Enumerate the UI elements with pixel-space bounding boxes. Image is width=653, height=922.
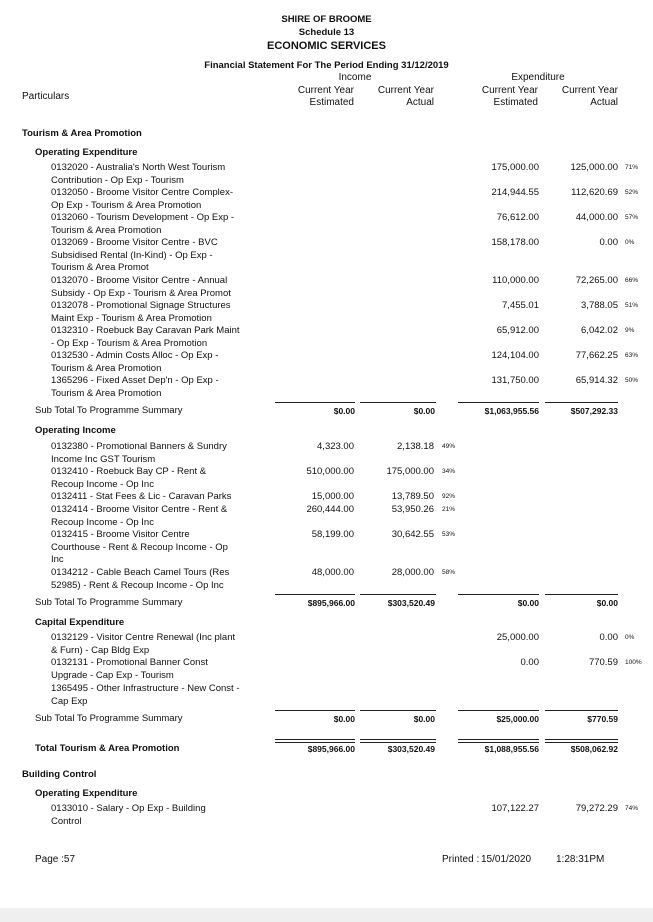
row-description: 0132415 - Broome Visitor Centre Courthouse - Rent & Recoup Income - Op Inc	[51, 529, 228, 565]
total-expenditure-actual: $508,062.92	[570, 744, 618, 754]
row-estimated: 131,750.00	[491, 375, 539, 386]
subtotal-label: Sub Total To Programme Summary	[35, 405, 183, 416]
expenditure-estimated-header: Current Year Estimated	[481, 85, 538, 108]
org-name: SHIRE OF BROOME	[281, 14, 372, 25]
double-rule	[360, 739, 436, 743]
double-rule	[458, 739, 539, 743]
row-estimated: 4,323.00	[317, 441, 354, 452]
subtotal-label: Sub Total To Programme Summary	[35, 713, 183, 724]
row-actual: 13,789.50	[391, 491, 434, 502]
rule	[458, 594, 539, 595]
row-description: 0132410 - Roebuck Bay CP - Rent & Recoup Income - Op Inc	[51, 466, 207, 490]
total-expenditure-estimated: $1,088,955.56	[484, 744, 539, 754]
row-actual: 125,000.00	[570, 162, 618, 173]
row-actual: 53,950.26	[391, 504, 434, 515]
subtotal-expenditure-estimated: $25,000.00	[496, 714, 539, 724]
rule	[360, 594, 436, 595]
subtotal-expenditure-estimated: $0.00	[517, 598, 539, 608]
row-description: 0132530 - Admin Costs Alloc - Op Exp - Tourism & Area Promotion	[51, 350, 219, 374]
subtotal-label: Sub Total To Programme Summary	[35, 597, 183, 608]
schedule-label: Schedule 13	[298, 27, 355, 38]
row-percent: 71%	[625, 164, 639, 171]
row-estimated: 65,912.00	[496, 325, 539, 336]
row-percent: 57%	[625, 214, 639, 221]
row-description: 0132050 - Broome Visitor Centre Complex- Op Exp - Tourism & Area Promotion	[51, 187, 233, 211]
row-actual: 0.00	[599, 632, 618, 643]
row-estimated: 110,000.00	[492, 275, 539, 286]
subtotal-income-actual: $0.00	[413, 714, 435, 724]
row-estimated: 15,000.00	[311, 491, 354, 502]
row-estimated: 158,178.00	[491, 237, 539, 248]
row-estimated: 124,104.00	[491, 350, 539, 361]
row-description: 0132020 - Australia's North West Tourism Contribution - Op Exp - Tourism	[51, 162, 226, 186]
row-actual: 44,000.00	[575, 212, 618, 223]
row-estimated: 7,455.01	[502, 300, 539, 311]
row-actual: 30,642.55	[391, 529, 434, 540]
statement-subtitle: Financial Statement For The Period Ending 31/12/2019	[204, 60, 449, 71]
row-description: 0134212 - Cable Beach Camel Tours (Res 52985) - Rent & Recoup Income - Op Inc	[51, 567, 230, 591]
double-rule	[545, 739, 618, 743]
row-percent: 58%	[442, 569, 456, 576]
row-description: 0132380 - Promotional Banners & Sundry Income Inc GST Tourism	[51, 441, 227, 465]
row-percent: 0%	[625, 634, 635, 641]
printed-label: Printed :	[442, 854, 480, 865]
row-estimated: 107,122.27	[491, 803, 539, 814]
row-description: 1365296 - Fixed Asset Dep'n - Op Exp - Tourism & Area Promotion	[51, 375, 219, 399]
row-percent: 92%	[442, 493, 456, 500]
subtotal-income-actual: $303,520.49	[387, 598, 435, 608]
expenditure-actual-header: Current Year Actual	[561, 85, 618, 108]
page-number: Page :57	[35, 854, 76, 865]
row-percent: 50%	[625, 377, 639, 384]
subtotal-income-actual: $0.00	[413, 406, 435, 416]
rule	[275, 594, 355, 595]
printed-time: 1:28:31PM	[556, 854, 605, 865]
row-description: 1365495 - Other Infrastructure - New Const - Cap Exp	[51, 683, 240, 707]
rule	[545, 594, 618, 595]
row-description: 0132411 - Stat Fees & Lic - Caravan Parks	[51, 491, 232, 502]
row-percent: 51%	[625, 302, 639, 309]
row-estimated: 260,444.00	[306, 504, 354, 515]
subtotal-expenditure-actual: $507,292.33	[570, 406, 618, 416]
subtotal-expenditure-actual: $770.59	[587, 714, 618, 724]
subtotal-expenditure-actual: $0.00	[596, 598, 618, 608]
income-actual-header: Current Year Actual	[377, 85, 434, 108]
row-estimated: 510,000.00	[306, 466, 354, 477]
row-percent: 66%	[625, 277, 639, 284]
total-income-estimated: $895,966.00	[307, 744, 355, 754]
row-estimated: 48,000.00	[311, 567, 354, 578]
rule	[275, 402, 355, 403]
row-description: 0132078 - Promotional Signage Structures Maint Exp - Tourism & Area Promotion	[51, 300, 231, 324]
group-title: Operating Income	[35, 425, 116, 436]
rule	[458, 402, 539, 403]
row-estimated: 0.00	[520, 657, 539, 668]
row-percent: 21%	[442, 506, 456, 513]
rule	[545, 710, 618, 711]
rule	[275, 710, 355, 711]
row-description: 0133010 - Salary - Op Exp - Building Control	[51, 803, 206, 827]
rule	[545, 402, 618, 403]
row-percent: 34%	[442, 468, 456, 475]
row-actual: 175,000.00	[386, 466, 434, 477]
particulars-header: Particulars	[22, 91, 70, 102]
income-group-header: Income	[338, 72, 372, 83]
section-title: Tourism & Area Promotion	[22, 128, 142, 139]
group-title: Operating Expenditure	[35, 147, 138, 158]
group-title: Operating Expenditure	[35, 788, 138, 799]
row-percent: 9%	[625, 327, 635, 334]
row-actual: 770.59	[588, 657, 618, 668]
subtotal-income-estimated: $0.00	[333, 406, 355, 416]
row-estimated: 76,612.00	[496, 212, 539, 223]
row-actual: 79,272.29	[575, 803, 618, 814]
group-title: Capital Expenditure	[35, 617, 125, 628]
row-percent: 63%	[625, 352, 639, 359]
row-description: 0132131 - Promotional Banner Const Upgrade - Cap Exp - Tourism	[51, 657, 208, 681]
printed-date: 15/01/2020	[481, 854, 532, 865]
row-estimated: 175,000.00	[491, 162, 539, 173]
total-label: Total Tourism & Area Promotion	[35, 743, 180, 754]
row-actual: 72,265.00	[575, 275, 618, 286]
row-estimated: 25,000.00	[496, 632, 539, 643]
page-title: ECONOMIC SERVICES	[267, 40, 386, 52]
subtotal-expenditure-estimated: $1,063,955.56	[484, 406, 539, 416]
row-actual: 28,000.00	[391, 567, 434, 578]
row-actual: 2,138.18	[397, 441, 434, 452]
row-percent: 74%	[625, 805, 639, 812]
row-description: 0132070 - Broome Visitor Centre - Annual Subsidy - Op Exp - Tourism & Area Promot	[51, 275, 231, 299]
row-description: 0132129 - Visitor Centre Renewal (Inc plant & Furn) - Cap Bldg Exp	[51, 632, 236, 656]
row-actual: 77,662.25	[575, 350, 618, 361]
expenditure-group-header: Expenditure	[511, 72, 565, 83]
row-description: 0132310 - Roebuck Bay Caravan Park Maint - Op Exp - Tourism & Area Promotion	[51, 325, 240, 349]
row-actual: 6,042.02	[581, 325, 618, 336]
income-estimated-header: Current Year Estimated	[297, 85, 354, 108]
row-estimated: 214,944.55	[491, 187, 539, 198]
row-percent: 53%	[442, 531, 456, 538]
row-actual: 0.00	[599, 237, 618, 248]
row-actual: 65,914.32	[575, 375, 618, 386]
subtotal-income-estimated: $895,966.00	[307, 598, 355, 608]
row-percent: 100%	[625, 659, 642, 666]
total-income-actual: $303,520.49	[387, 744, 435, 754]
row-percent: 52%	[625, 189, 639, 196]
section-title: Building Control	[22, 769, 97, 780]
row-description: 0132060 - Tourism Development - Op Exp - Tourism & Area Promotion	[51, 212, 235, 236]
row-percent: 49%	[442, 443, 456, 450]
rule	[360, 402, 436, 403]
double-rule	[275, 739, 355, 743]
row-actual: 3,788.05	[581, 300, 618, 311]
rule	[360, 710, 436, 711]
row-estimated: 58,199.00	[311, 529, 354, 540]
row-percent: 0%	[625, 239, 635, 246]
page-bottom-band	[0, 908, 653, 922]
rule	[458, 710, 539, 711]
subtotal-income-estimated: $0.00	[333, 714, 355, 724]
row-actual: 112,620.69	[571, 187, 618, 198]
row-description: 0132414 - Broome Visitor Centre - Rent & Recoup Income - Op Inc	[51, 504, 228, 528]
row-description: 0132069 - Broome Visitor Centre - BVC Subsidised Rental (In-Kind) - Op Exp - Tourism & Area Promot	[51, 237, 218, 273]
